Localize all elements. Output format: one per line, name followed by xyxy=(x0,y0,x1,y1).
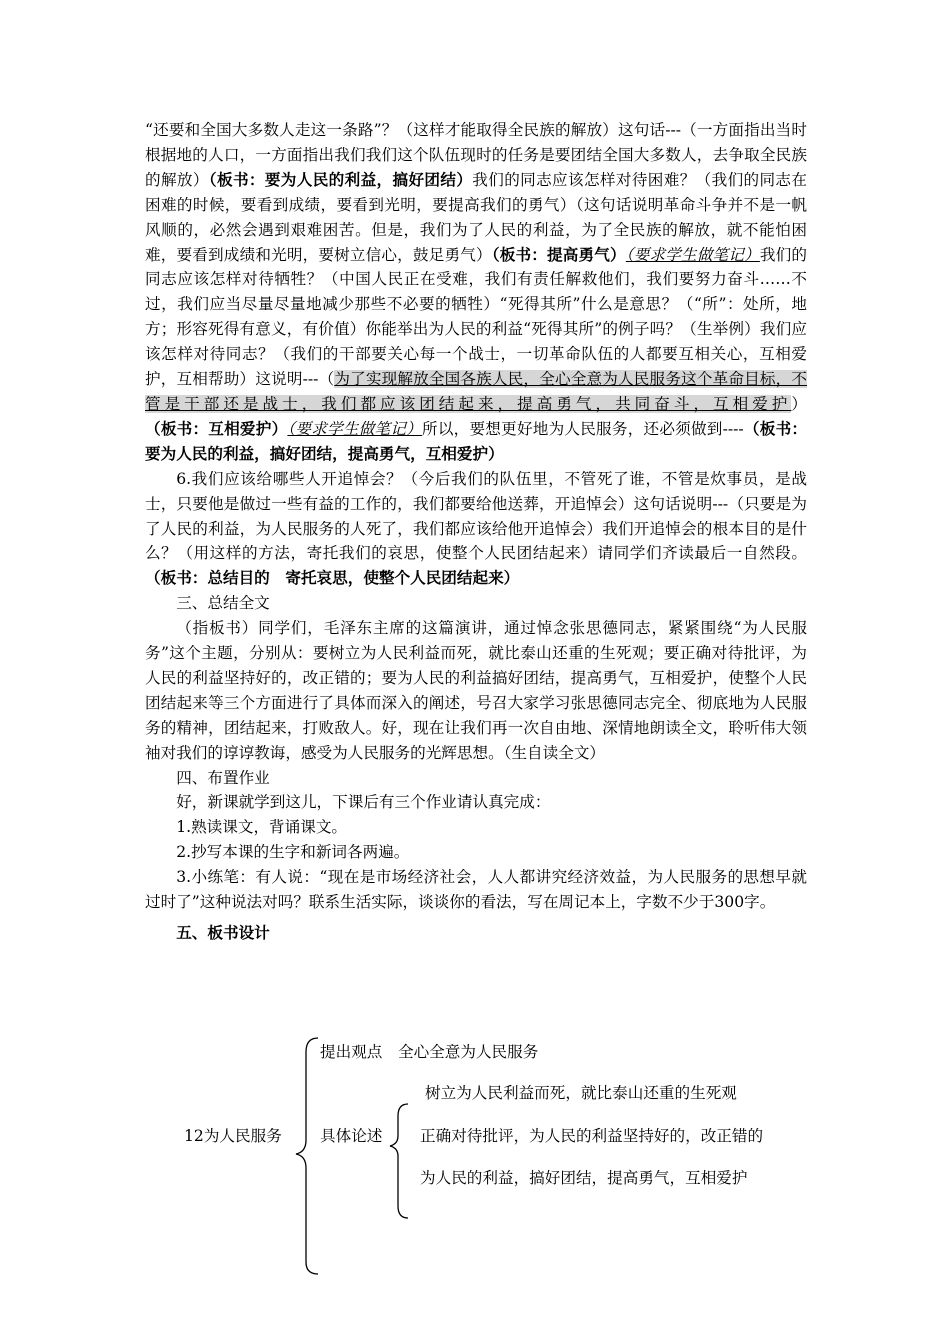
board-item-2: 正确对待批评，为人民的利益坚持好的，改正错的 xyxy=(420,1127,764,1145)
board-note-summary: （板书：要为人民的利益，搞好团结，提高勇气，互相爱护） xyxy=(145,418,807,463)
board-note-unity: （板书：要为人民的利益，搞好团结） xyxy=(208,169,473,189)
homework-item-1: 1.熟读课文，背诵课文。 xyxy=(176,818,348,837)
homework-item-2: 2.抄写本课的生字和新词各两遍。 xyxy=(176,843,410,862)
board-item-3: 为人民的利益，搞好团结，提高勇气，互相爱护 xyxy=(420,1169,748,1187)
paragraph-memorial: 6.我们应该给哪些人开追悼会？（今后我们的队伍里，不管死了谁，不管是炊事员，是战士，只要他是做过一些有益的工作的，我们都要给他送葬，开追悼会）这句话说明---（只要是为了人民的利益，为人民服务的人死了，我们都应该给他开追悼会）我们开追悼会的根本目的是什么？（用这样的方法，寄托我们的哀思，使整个人民团结起来）请同学们齐读最后一自然段。（板书：总结目的 寄托哀思，使整个人民团结起来） xyxy=(145,469,807,588)
board-note-purpose: （板书：总结目的 寄托哀思，使整个人民团结起来） xyxy=(145,568,520,588)
note-take-notes-1: （要求学生做笔记） xyxy=(625,245,760,264)
board-detail-label: 具体论述 xyxy=(320,1127,383,1145)
board-design xyxy=(0,1030,950,1310)
board-title: 12为人民服务 xyxy=(184,1127,282,1145)
lesson-text xyxy=(145,118,807,946)
paragraph-summary: （指板书）同学们，毛泽东主席的这篇演讲，通过悼念张思德同志，紧紧围绕“为人民服务”这个主题，分别从：要树立为人民利益而死，就比泰山还重的生死观；要正确对待批评，为人民的利益坚持好的，改正错的；要为人民的利益搞好团结，提高勇气，互相爱护，使整个人民团结起来等三个方面进行了具体而深入的阐述，号召大家学习张思德同志完全、彻底地为人民服务的精神，团结起来，打败敌人。好，现在让我们再一次自由地、深情地朗读全文，聆听伟大领袖对我们的谆谆教诲，感受为人民服务的光辉思想。（生自读全文） xyxy=(145,619,807,762)
outer-brace xyxy=(296,1038,318,1274)
board-item-1: 树立为人民利益而死，就比泰山还重的生死观 xyxy=(425,1084,737,1102)
paragraph-discussion: “还要和全国大多数人走这一条路”？（这样才能取得全民族的解放）这句话---（一方面指出当时根据地的人口，一方面指出我们我们这个队伍现时的任务是要团结全国大多数人，去争取全民族的解放）（板书：要为人民的利益，搞好团结）我们的同志应该怎样对待困难？（我们的同志在困难的时候，要看到成绩，要看到光明，要提高我们的勇气）（这句话说明革命斗争并不是一帆风顺的，必然会遇到艰难困苦。但是，我们为了人民的利益，为了全民族的解放，就不能怕困难，要看到成绩和光明，要树立信心，鼓足勇气）（板书：提高勇气）（要求学生做笔记）我们的同志应该怎样对待牺牲？（中国人民正在受难，我们有责任解救他们，我们要努力奋斗……不过，我们应当尽量尽量地减少那些不必要的牺牲）“死得其所”什么是意思？（“所”：处所，地方；形容死得有意义，有价值）你能举出为人民的利益“死得其所”的例子吗？（生举例）我们应该怎样对待同志？（我们的干部要关心每一个战士，一切革命队伍的人都要互相关心，互相爱护，互相帮助）这说明---（为了实现解放全国各族人民，全心全意为人民服务这个革命目标，不管是干部还是战士，我们都应该团结起来，提高勇气，共同奋斗，互相爱护）（板书：互相爱护）（要求学生做笔记）所以，要想更好地为人民服务，还必须做到----（板书：要为人民的利益，搞好团结，提高勇气，互相爱护） xyxy=(145,121,807,463)
heading-board-design: 五、板书设计 xyxy=(176,923,270,942)
note-take-notes-2: （要求学生做笔记） xyxy=(287,419,423,438)
inner-brace xyxy=(390,1104,408,1218)
highlighted-sentence: 为了实现解放全国各族人民，全心全意为人民服务这个革命目标，不管是干部还是战士，我们都应该团结起来，提高勇气，共同奋斗，互相爱护 xyxy=(145,370,807,413)
homework-item-3: 3.小练笔：有人说：“现在是市场经济社会，人人都讲究经济效益，为人民服务的思想早就过时了”这种说法对吗？联系生活实际，谈谈你的看法，写在周记本上，字数不少于300字。 xyxy=(145,868,807,912)
board-viewpoint: 提出观点 全心全意为人民服务 xyxy=(320,1043,539,1061)
homework-intro: 好，新课就学到这儿，下课后有三个作业请认真完成： xyxy=(176,793,551,812)
board-note-care: （板书：互相爱护） xyxy=(145,418,288,438)
board-note-courage: （板书：提高勇气） xyxy=(491,244,626,264)
heading-homework: 四、布置作业 xyxy=(176,768,270,787)
heading-summary: 三、总结全文 xyxy=(176,594,270,613)
